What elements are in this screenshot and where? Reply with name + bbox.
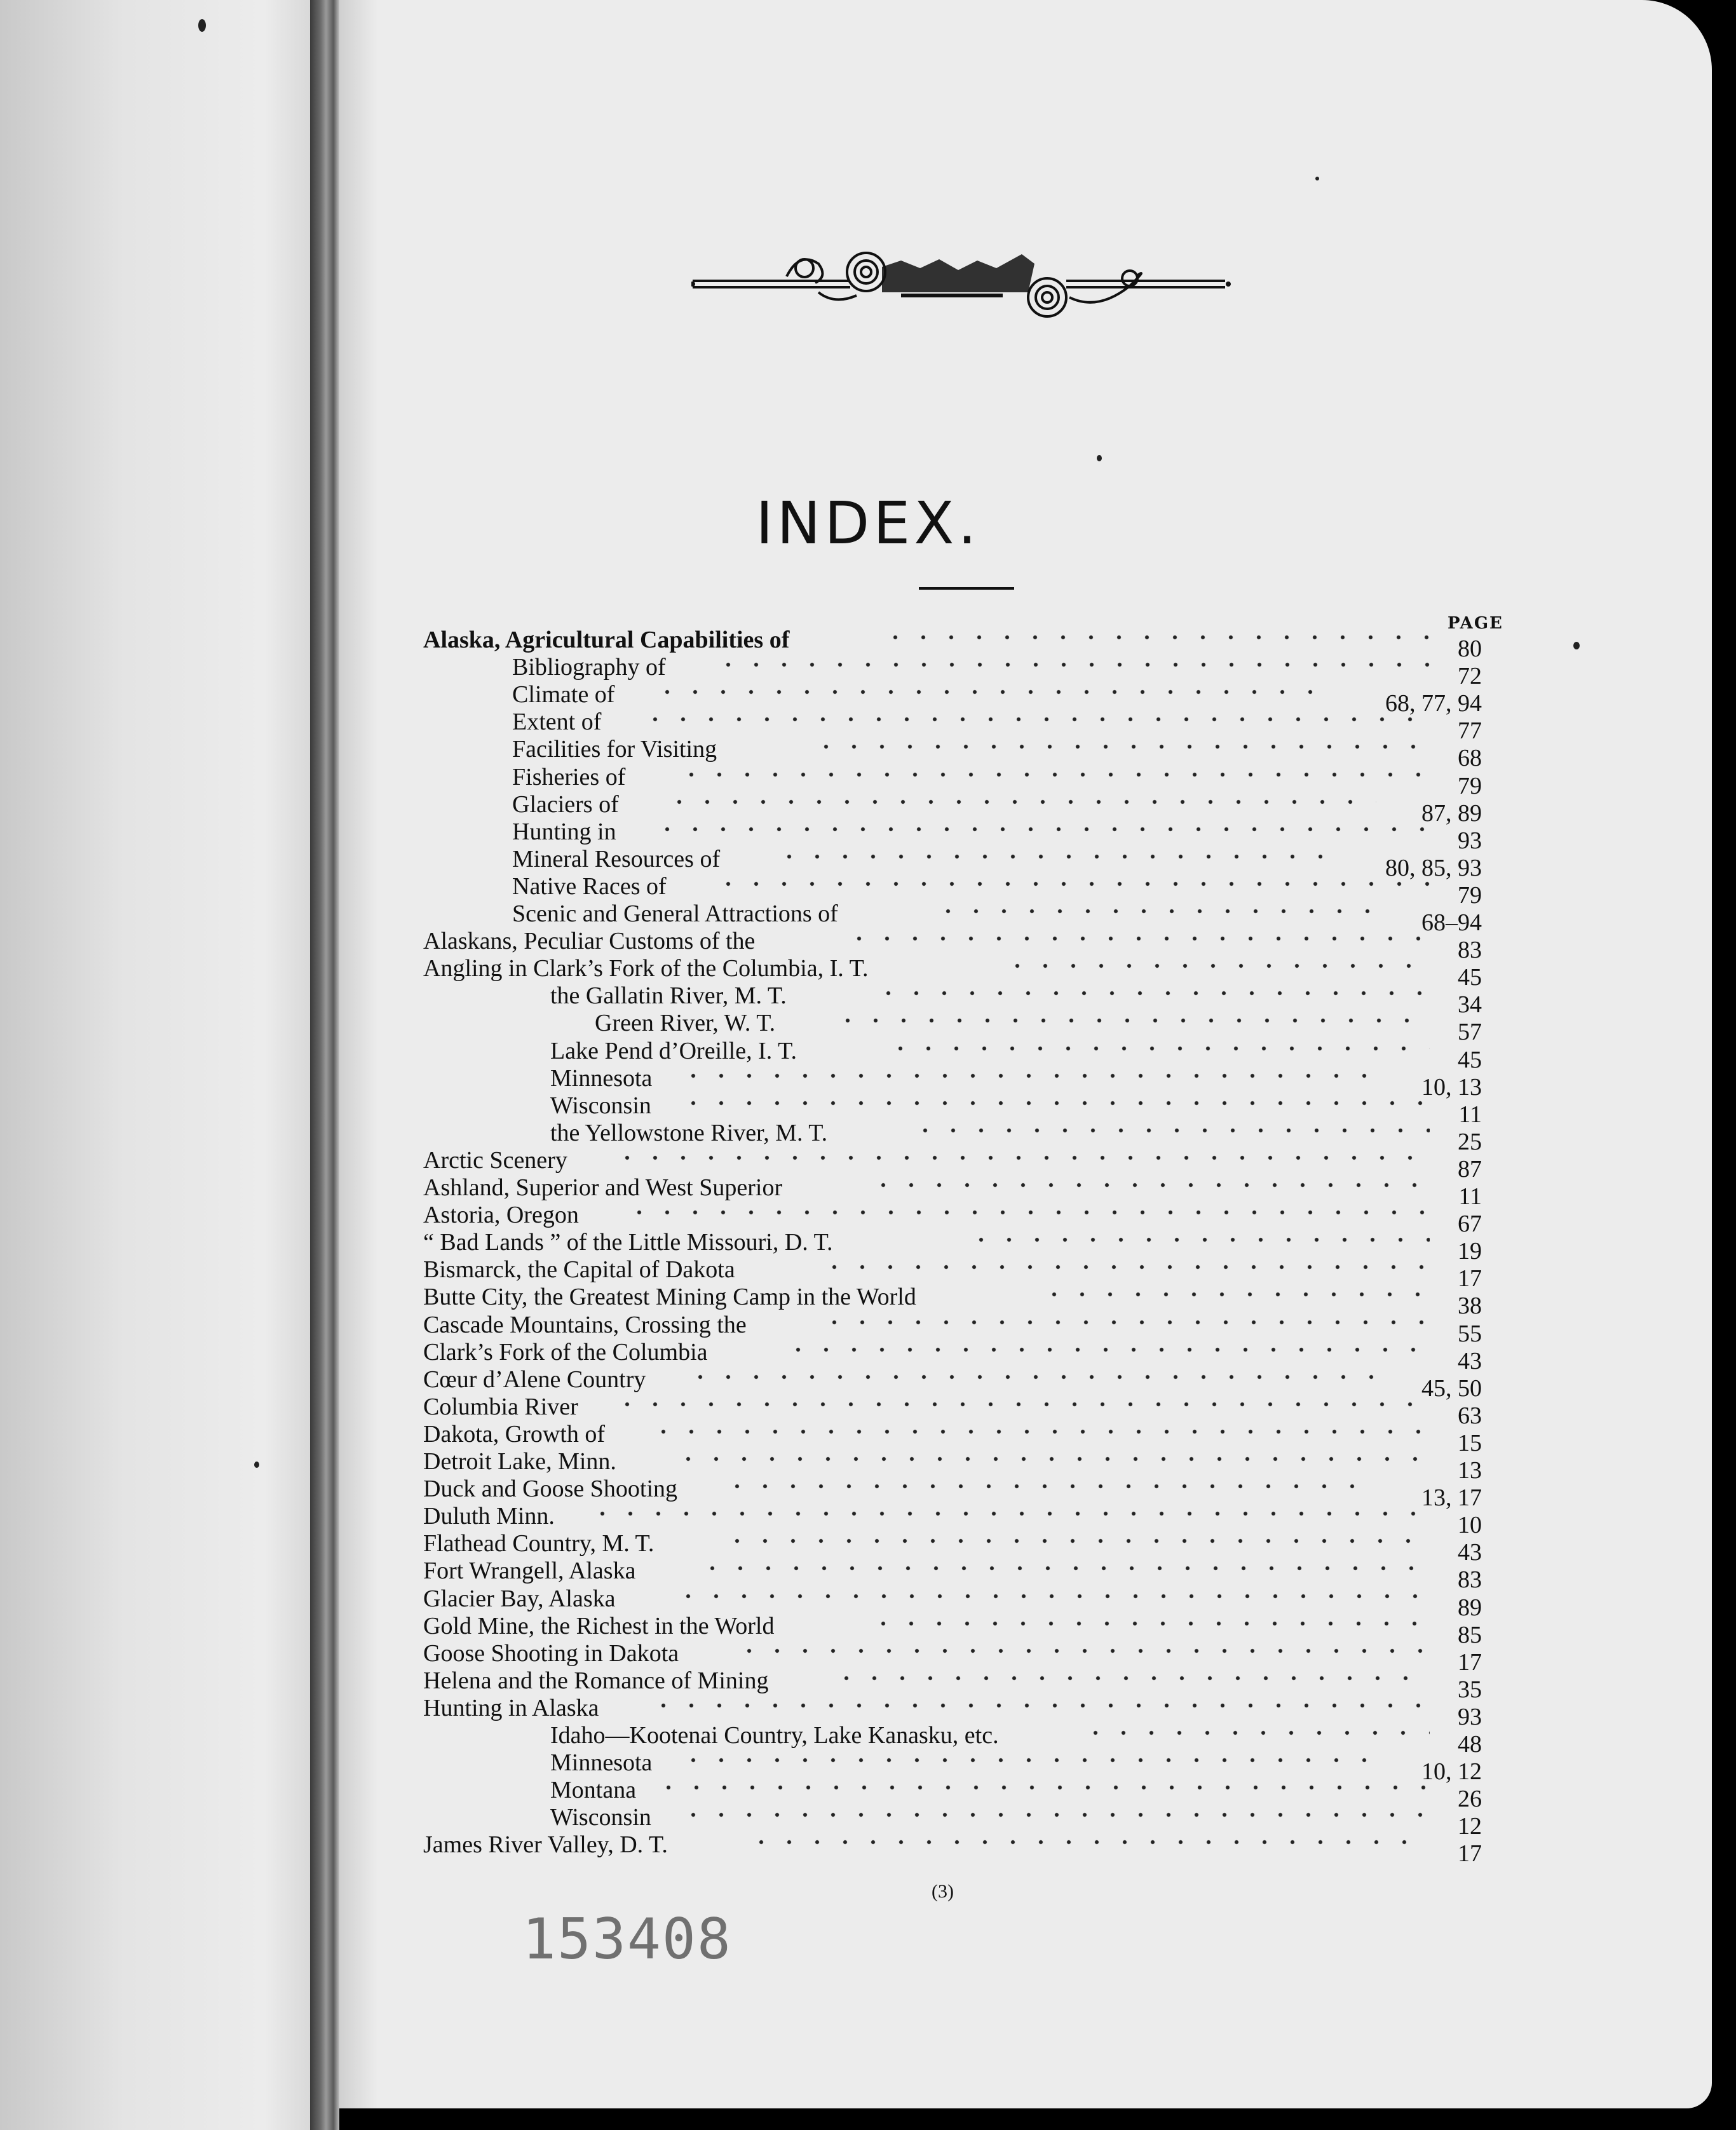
index-entry-label: Glaciers of bbox=[512, 791, 619, 818]
leader-dots bbox=[1040, 1292, 1430, 1297]
index-entry-label: the Yellowstone River, M. T. bbox=[550, 1120, 828, 1146]
leader-dots bbox=[686, 1374, 1376, 1380]
index-entry-pages: 83 bbox=[1458, 1566, 1482, 1593]
index-entry-label: Climate of bbox=[512, 681, 615, 708]
index-entry bbox=[0, 626, 1736, 662]
index-entry-label: Hunting in bbox=[512, 818, 616, 845]
index-entry bbox=[0, 1037, 1736, 1073]
leader-dots bbox=[679, 1758, 1376, 1763]
index-entry-label: Bibliography of bbox=[512, 654, 666, 681]
index-entry bbox=[0, 1831, 1736, 1867]
index-entry-pages: 10 bbox=[1458, 1512, 1482, 1538]
leader-dots bbox=[747, 1840, 1430, 1845]
index-entry bbox=[0, 845, 1736, 881]
leader-dots bbox=[784, 1347, 1430, 1352]
index-entry-pages: 55 bbox=[1458, 1320, 1482, 1347]
index-entry-label: Ashland, Superior and West Superior bbox=[423, 1174, 783, 1201]
leader-dots bbox=[613, 1402, 1430, 1407]
leader-dots bbox=[775, 854, 1323, 859]
index-entry-label: James River Valley, D. T. bbox=[423, 1831, 668, 1858]
index-entry-pages: 87, 89 bbox=[1421, 800, 1482, 827]
scan-speck bbox=[1315, 177, 1319, 180]
leader-dots bbox=[845, 936, 1430, 941]
index-entry bbox=[0, 1283, 1736, 1319]
index-entry bbox=[0, 1146, 1736, 1183]
index-entry-label: Wisconsin bbox=[550, 1804, 651, 1831]
page-number: (3) bbox=[932, 1881, 954, 1902]
index-entry-pages: 38 bbox=[1458, 1292, 1482, 1319]
decorative-ornament bbox=[691, 241, 1231, 324]
index-entry bbox=[0, 1749, 1736, 1785]
index-entry-label: Glacier Bay, Alaska bbox=[423, 1585, 616, 1612]
index-entry-pages: 57 bbox=[1458, 1019, 1482, 1045]
leader-dots bbox=[698, 1566, 1430, 1571]
index-entry-pages: 12 bbox=[1458, 1813, 1482, 1840]
index-entry bbox=[0, 1119, 1736, 1155]
index-entry bbox=[0, 790, 1736, 827]
leader-dots bbox=[881, 635, 1430, 640]
leader-dots bbox=[679, 1073, 1376, 1078]
leader-dots bbox=[1003, 963, 1430, 968]
leader-dots bbox=[654, 1785, 1430, 1790]
index-entry-label: Gold Mine, the Richest in the World bbox=[423, 1613, 775, 1639]
index-entry-pages: 13 bbox=[1458, 1457, 1482, 1484]
index-entry-pages: 13, 17 bbox=[1421, 1484, 1482, 1511]
index-entry bbox=[0, 1311, 1736, 1347]
leader-dots bbox=[653, 827, 1430, 832]
index-entry-label: Duck and Goose Shooting bbox=[423, 1475, 678, 1502]
leader-dots bbox=[674, 1456, 1430, 1462]
index-entry-pages: 80, 85, 93 bbox=[1385, 855, 1482, 881]
leader-dots bbox=[723, 1484, 1376, 1489]
leader-dots bbox=[653, 689, 1323, 695]
index-entry bbox=[0, 1009, 1736, 1045]
leader-dots bbox=[886, 1046, 1430, 1051]
index-entry-pages: 85 bbox=[1458, 1622, 1482, 1648]
index-entry-label: Hunting in Alaska bbox=[423, 1695, 599, 1721]
index-entry-pages: 80 bbox=[1458, 635, 1482, 662]
index-entry-pages: 48 bbox=[1458, 1731, 1482, 1758]
index-entry bbox=[0, 1530, 1736, 1566]
index-entry-label: Facilities for Visiting bbox=[512, 736, 717, 763]
leader-dots bbox=[674, 1594, 1430, 1599]
index-entry-label: Cascade Mountains, Crossing the bbox=[423, 1312, 747, 1338]
leader-dots bbox=[1082, 1730, 1430, 1735]
index-entry-label: Montana bbox=[550, 1777, 637, 1803]
index-entry-pages: 43 bbox=[1458, 1348, 1482, 1374]
leader-dots bbox=[723, 1538, 1430, 1543]
index-entry-label: the Gallatin River, M. T. bbox=[550, 982, 787, 1009]
leader-dots bbox=[649, 1703, 1430, 1708]
index-entry bbox=[0, 1776, 1736, 1812]
leader-dots bbox=[677, 772, 1430, 777]
index-entry bbox=[0, 1667, 1736, 1703]
index-entry-pages: 87 bbox=[1458, 1156, 1482, 1183]
index-entry bbox=[0, 1064, 1736, 1101]
index-entry bbox=[0, 1639, 1736, 1676]
leader-dots bbox=[911, 1128, 1430, 1133]
leader-dots bbox=[820, 1265, 1430, 1270]
leader-dots bbox=[613, 1155, 1430, 1160]
index-entry bbox=[0, 1338, 1736, 1374]
page-column-header: PAGE bbox=[1448, 614, 1503, 633]
index-entry-label: Bismarck, the Capital of Dakota bbox=[423, 1256, 735, 1283]
leader-dots bbox=[874, 991, 1430, 996]
index-entry-pages: 79 bbox=[1458, 882, 1482, 909]
leader-dots bbox=[588, 1511, 1430, 1516]
index-entry-pages: 45, 50 bbox=[1421, 1375, 1482, 1402]
scan-speck bbox=[198, 19, 206, 32]
leader-dots bbox=[649, 1429, 1430, 1434]
index-entry-label: Clark’s Fork of the Columbia bbox=[423, 1339, 708, 1366]
index-entry bbox=[0, 1201, 1736, 1237]
index-entry-pages: 43 bbox=[1458, 1539, 1482, 1566]
leader-dots bbox=[820, 1320, 1430, 1325]
index-entry-label: Astoria, Oregon bbox=[423, 1202, 579, 1228]
index-entry-pages: 45 bbox=[1458, 964, 1482, 991]
index-entry bbox=[0, 1228, 1736, 1265]
page-title: INDEX. bbox=[756, 489, 980, 557]
index-entry-label: Helena and the Romance of Mining bbox=[423, 1667, 769, 1694]
index-entry bbox=[0, 708, 1736, 744]
index-entry-label: Idaho—Kootenai Country, Lake Kanasku, etc. bbox=[550, 1722, 999, 1749]
index-entry-label: Detroit Lake, Minn. bbox=[423, 1448, 616, 1475]
index-entry-label: Cœur d’Alene Country bbox=[423, 1366, 646, 1393]
index-entry-pages: 93 bbox=[1458, 827, 1482, 854]
index-entry-label: Lake Pend d’Oreille, I. T. bbox=[550, 1038, 797, 1064]
index-entry bbox=[0, 1803, 1736, 1840]
index-entry-pages: 68–94 bbox=[1421, 909, 1482, 936]
index-entry-label: Minnesota bbox=[550, 1749, 653, 1776]
index-entry-label: Wisconsin bbox=[550, 1092, 651, 1119]
index-entry bbox=[0, 763, 1736, 799]
index-entry-pages: 17 bbox=[1458, 1265, 1482, 1292]
index-entry bbox=[0, 872, 1736, 909]
index-entry-label: Native Races of bbox=[512, 873, 667, 900]
index-entry-label: Arctic Scenery bbox=[423, 1147, 567, 1174]
index-entry bbox=[0, 1256, 1736, 1292]
leader-dots bbox=[714, 881, 1430, 886]
leader-dots bbox=[869, 1183, 1430, 1188]
index-entry-pages: 17 bbox=[1458, 1840, 1482, 1867]
index-entry bbox=[0, 927, 1736, 963]
index-entry bbox=[0, 1092, 1736, 1128]
index-entry-pages: 72 bbox=[1458, 663, 1482, 689]
index-entry-label: Duluth Minn. bbox=[423, 1503, 555, 1530]
index-entry-pages: 77 bbox=[1458, 717, 1482, 744]
index-entry-pages: 63 bbox=[1458, 1402, 1482, 1429]
scan-speck bbox=[1097, 455, 1102, 461]
index-entry-pages: 11 bbox=[1458, 1183, 1482, 1210]
index-entry-pages: 35 bbox=[1458, 1676, 1482, 1703]
index-entry bbox=[0, 735, 1736, 771]
index-entry-pages: 15 bbox=[1458, 1430, 1482, 1456]
accession-stamp: 153408 bbox=[522, 1906, 732, 1972]
index-entry-pages: 67 bbox=[1458, 1211, 1482, 1237]
index-entry-pages: 34 bbox=[1458, 991, 1482, 1018]
index-entry bbox=[0, 1502, 1736, 1538]
index-entry bbox=[0, 1448, 1736, 1484]
leader-dots bbox=[714, 662, 1430, 667]
index-entry bbox=[0, 1420, 1736, 1456]
index-entry bbox=[0, 954, 1736, 991]
index-entry-label: “ Bad Lands ” of the Little Missouri, D. T. bbox=[423, 1229, 833, 1256]
index-entry bbox=[0, 1612, 1736, 1648]
index-entry-label: Columbia River bbox=[423, 1394, 578, 1420]
title-rule bbox=[919, 587, 1014, 590]
index-entry-label: Extent of bbox=[512, 709, 602, 735]
index-entry bbox=[0, 1366, 1736, 1402]
index-entry bbox=[0, 818, 1736, 854]
index-entry-pages: 79 bbox=[1458, 773, 1482, 799]
index-entry-label: Scenic and General Attractions of bbox=[512, 900, 838, 927]
index-entry-label: Flathead Country, M. T. bbox=[423, 1530, 654, 1557]
leader-dots bbox=[832, 1676, 1430, 1681]
index-entry-pages: 10, 12 bbox=[1421, 1758, 1482, 1785]
index-entry-label: Butte City, the Greatest Mining Camp in the World bbox=[423, 1284, 916, 1310]
index-entry-pages: 68, 77, 94 bbox=[1385, 690, 1482, 717]
leader-dots bbox=[665, 799, 1376, 804]
index-entry-label: Mineral Resources of bbox=[512, 846, 721, 872]
leader-dots bbox=[967, 1237, 1430, 1242]
index-entry bbox=[0, 1475, 1736, 1511]
index-entry-pages: 10, 13 bbox=[1421, 1074, 1482, 1101]
index-entry-pages: 68 bbox=[1458, 745, 1482, 771]
index-entry-pages: 19 bbox=[1458, 1238, 1482, 1265]
leader-dots bbox=[679, 1812, 1430, 1817]
index-entry-pages: 83 bbox=[1458, 937, 1482, 963]
leader-dots bbox=[812, 744, 1430, 749]
leader-dots bbox=[735, 1648, 1430, 1653]
leader-dots bbox=[869, 1621, 1430, 1626]
index-entry-pages: 11 bbox=[1458, 1101, 1482, 1128]
leader-dots bbox=[834, 1018, 1430, 1023]
leader-dots bbox=[625, 1210, 1430, 1215]
index-entry bbox=[0, 900, 1736, 936]
index-entry bbox=[0, 1174, 1736, 1210]
leader-dots bbox=[679, 1101, 1430, 1106]
index-entry-label: Dakota, Growth of bbox=[423, 1421, 605, 1448]
index-entry bbox=[0, 1694, 1736, 1730]
index-entry-label: Goose Shooting in Dakota bbox=[423, 1640, 679, 1667]
index-entry-pages: 89 bbox=[1458, 1594, 1482, 1621]
index-entry-pages: 17 bbox=[1458, 1649, 1482, 1676]
index-entry-label: Minnesota bbox=[550, 1065, 653, 1092]
index-entry-label: Fort Wrangell, Alaska bbox=[423, 1557, 636, 1584]
index-entry bbox=[0, 653, 1736, 689]
index-entry-pages: 93 bbox=[1458, 1704, 1482, 1730]
index-entry bbox=[0, 1393, 1736, 1429]
index-entry-pages: 45 bbox=[1458, 1047, 1482, 1073]
index-entry bbox=[0, 681, 1736, 717]
index-entry bbox=[0, 1721, 1736, 1758]
leader-dots bbox=[934, 909, 1390, 914]
index-entry-label: Green River, W. T. bbox=[595, 1010, 776, 1036]
index-entry-label: Fisheries of bbox=[512, 764, 626, 790]
index-entry-pages: 26 bbox=[1458, 1786, 1482, 1812]
index-entry-label: Alaskans, Peculiar Customs of the bbox=[423, 928, 756, 954]
index-entry bbox=[0, 1557, 1736, 1593]
index-entry bbox=[0, 982, 1736, 1018]
leader-dots bbox=[641, 717, 1430, 722]
index-entry bbox=[0, 1585, 1736, 1621]
index-entry-label: Alaska, Agricultural Capabilities of bbox=[423, 627, 790, 653]
index-entry-label: Angling in Clark’s Fork of the Columbia, I. T. bbox=[423, 955, 869, 982]
index-entry-pages: 25 bbox=[1458, 1129, 1482, 1155]
